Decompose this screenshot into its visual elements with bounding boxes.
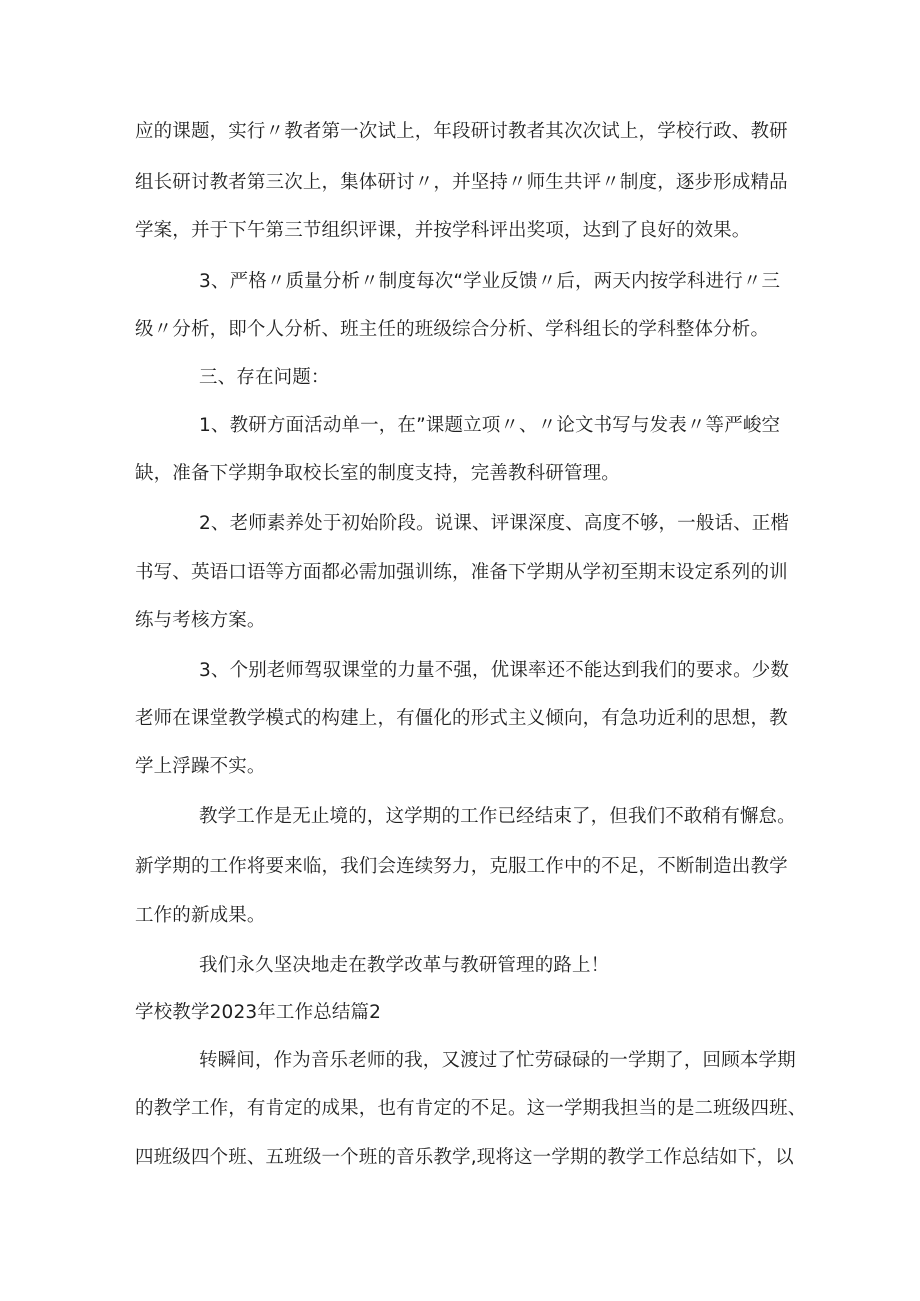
text-line-18: 我们永久坚决地走在教学改革与教研管理的路上！ xyxy=(199,955,610,976)
text-line-12: 3、个别老师驾驭课堂的力量不强，优课率还不能达到我们的要求。少数 xyxy=(199,660,790,681)
text-line-21: 的教学工作，有肯定的成果，也有肯定的不足。这一学期我担当的是二班级四班、 xyxy=(135,1098,807,1119)
text-line-11: 练与考核方案。 xyxy=(135,610,266,631)
text-line-22: 四班级四个班、五班级一个班的音乐教学,现将这一学期的教学工作总结如下，以 xyxy=(135,1147,794,1168)
text-line-4: 3、严格〃质量分析〃制度每次“学业反馈〃后，两天内按学科进行〃三 xyxy=(199,271,781,292)
text-line-3: 学案，并于下午第三节组织评课，并按学科评出奖项，达到了良好的效果。 xyxy=(135,220,751,241)
text-line-2: 组长研讨教者第三次上，集体研讨〃，并坚持〃师生共评〃制度，逐步形成精品 xyxy=(135,172,788,193)
text-line-16: 新学期的工作将要来临，我们会连续努力，克服工作中的不足，不断制造出教学 xyxy=(135,856,788,877)
text-line-8: 缺，准备下学期争取校长室的制度支持，完善教科研管理。 xyxy=(135,463,620,484)
text-line-7: 1、教研方面活动单一，在”课题立项〃、〃论文书写与发表〃等严峻空 xyxy=(199,415,781,436)
text-line-1: 应的课题，实行〃教者第一次试上，年段研讨教者其次次试上，学校行政、教研 xyxy=(135,121,788,142)
text-line-10: 书写、英语口语等方面都必需加强训练，准备下学期从学初至期末设定系列的训 xyxy=(135,562,788,583)
text-line-13: 老师在课堂教学模式的构建上，有僵化的形式主义倾向，有急功近利的思想，教 xyxy=(135,708,788,729)
text-line-15: 教学工作是无止境的，这学期的工作已经结束了，但我们不敢稍有懈怠。 xyxy=(199,806,796,827)
text-line-17: 工作的新成果。 xyxy=(135,905,266,926)
text-line-20: 转瞬间，作为音乐老师的我，又渡过了忙劳碌碌的一学期了，回顾本学期 xyxy=(199,1050,796,1071)
text-line-5: 级〃分析，即个人分析、班主任的班级综合分析、学科组长的学科整体分析。 xyxy=(135,319,770,340)
text-line-9: 2、老师素养处于初始阶段。说课、评课深度、高度不够，一般话、正楷 xyxy=(199,513,790,534)
article-title: 学校教学2023年工作总结篇2 xyxy=(135,1002,382,1023)
text-line-14: 学上浮躁不实。 xyxy=(135,756,266,777)
section-heading: 三、存在问题： xyxy=(199,367,330,388)
